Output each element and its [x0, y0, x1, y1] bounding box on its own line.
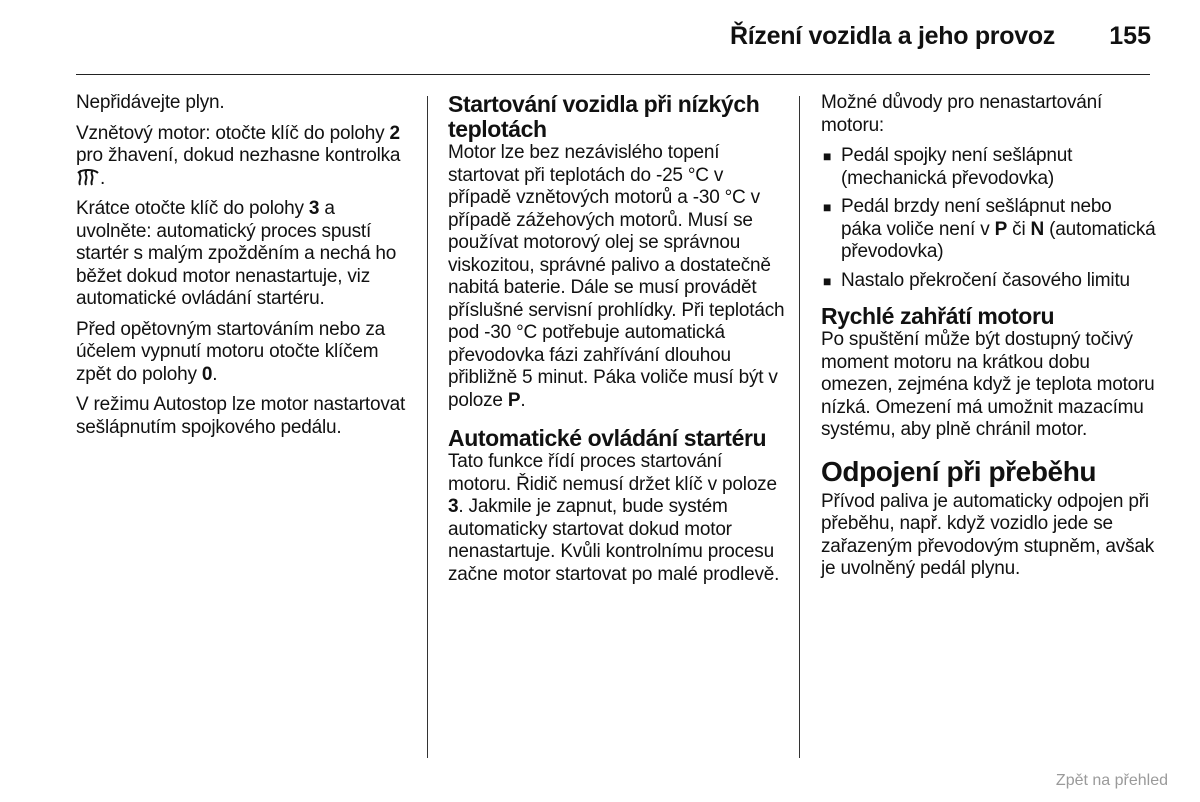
- reasons-list: [821, 145, 1157, 292]
- bullet-square: ■: [823, 272, 832, 289]
- key-position-2: 2: [389, 122, 400, 144]
- paragraph-diesel-glow: Vznětový motor: otočte klíč do polohy 2 pro žhavení, dokud nezhasne kontrolka .: [76, 122, 401, 189]
- section-quick-warmup: [821, 304, 1157, 442]
- page-number: 155: [1109, 22, 1151, 50]
- key-position-0: 0: [201, 363, 213, 385]
- page-header-title: Řízení vozidla a jeho provoz: [730, 22, 1055, 50]
- bullet-square: ■: [823, 148, 832, 164]
- list-item: ■ Nastalo překročení časového limitu: [823, 269, 1130, 291]
- heading-quick-warmup: Rychlé zahřátí motoru: [821, 303, 1055, 329]
- key-position-3: 3: [308, 198, 320, 219]
- paragraph-fuel-cutoff: Přívod paliva je automaticky odpojen při přeběhu, např. když vozidlo jede se zařazeným převodovým stupněm, avšak je uvolněný pedál plynu.: [821, 490, 1155, 579]
- gear-position-p: P: [507, 389, 521, 411]
- list-item: ■ Pedál spojky není sešlápnut (mechanická převodovka): [823, 145, 1073, 189]
- column-right: [821, 92, 1157, 591]
- column-middle: [448, 92, 788, 596]
- paragraph-cold-start: Motor lze bez nezávislého topení startovat při teplotách do -25 °C v případě vznětových motorů a -30 °C v případě zážehových motorů. Musí se používat motorový olej se správnou viskozitou, správné palivo a dostatečně nabitá baterie. Dále se musí provádět příslušné servisní prohlídky. Při teplotách pod -30 °C potřebuje automatická převodovka fázi zahřívání dlouhou přibližně 5 minut. Páka voliče musí být v poloze P.: [448, 142, 785, 411]
- section-cold-start: [448, 92, 788, 412]
- paragraph-restart: Před opětovným startováním nebo za účelem vypnutí motoru otočte klíčem zpět do polohy 0.: [76, 318, 385, 385]
- paragraph-autostart: Krátce otočte klíč do polohy 3 a uvolněte: automatický proces spustí startér s malým zpožděním a nechá ho běžet dokud motor nenastartuje, viz automatické ovládání startéru.: [76, 198, 397, 309]
- glow-plug-icon: [76, 169, 100, 187]
- column-divider-right: [799, 96, 800, 758]
- column-left: [76, 92, 414, 447]
- section-starter-control: [448, 426, 788, 586]
- heading-cold-start: Startování vozidla při nízkých teplotách: [448, 91, 760, 142]
- back-to-overview-link[interactable]: Zpět na přehled: [1055, 772, 1168, 789]
- header-rule: [76, 74, 1150, 75]
- section-fuel-cutoff: [821, 456, 1157, 581]
- paragraph-autostop: V režimu Autostop lze motor nastartovat sešlápnutím spojkového pedálu.: [76, 394, 406, 438]
- heading-fuel-cutoff: Odpojení při přeběhu: [821, 455, 1097, 487]
- list-item: ■ Pedál brzdy není sešlápnut nebo páka voliče není v P či N (automatická převodovka): [823, 196, 1156, 262]
- paragraph-starter-control: Tato funkce řídí proces startování motoru. Řidič nemusí držet klíč v poloze 3. Jakmile je zapnut, bude systém automaticky startovat dokud motor nenastartuje. Kvůli kontrolnímu procesu začne motor startovat po malé prodlevě.: [448, 451, 780, 585]
- bullet-square: ■: [823, 199, 832, 215]
- paragraph-no-throttle: Nepřidávejte plyn.: [76, 92, 225, 113]
- key-position-3-b: 3: [448, 496, 459, 517]
- paragraph-reasons-intro: Možné důvody pro nenastartování motoru:: [821, 92, 1103, 136]
- paragraph-quick-warmup: Po spuštění může být dostupný točivý moment motoru na krátkou dobu omezen, zejména když je teplota motoru nízká. Omezení má umožnit mazacímu systému, aby plně chránil motor.: [821, 329, 1155, 440]
- heading-starter-control: Automatické ovládání startéru: [448, 425, 767, 451]
- column-divider-left: [427, 96, 428, 758]
